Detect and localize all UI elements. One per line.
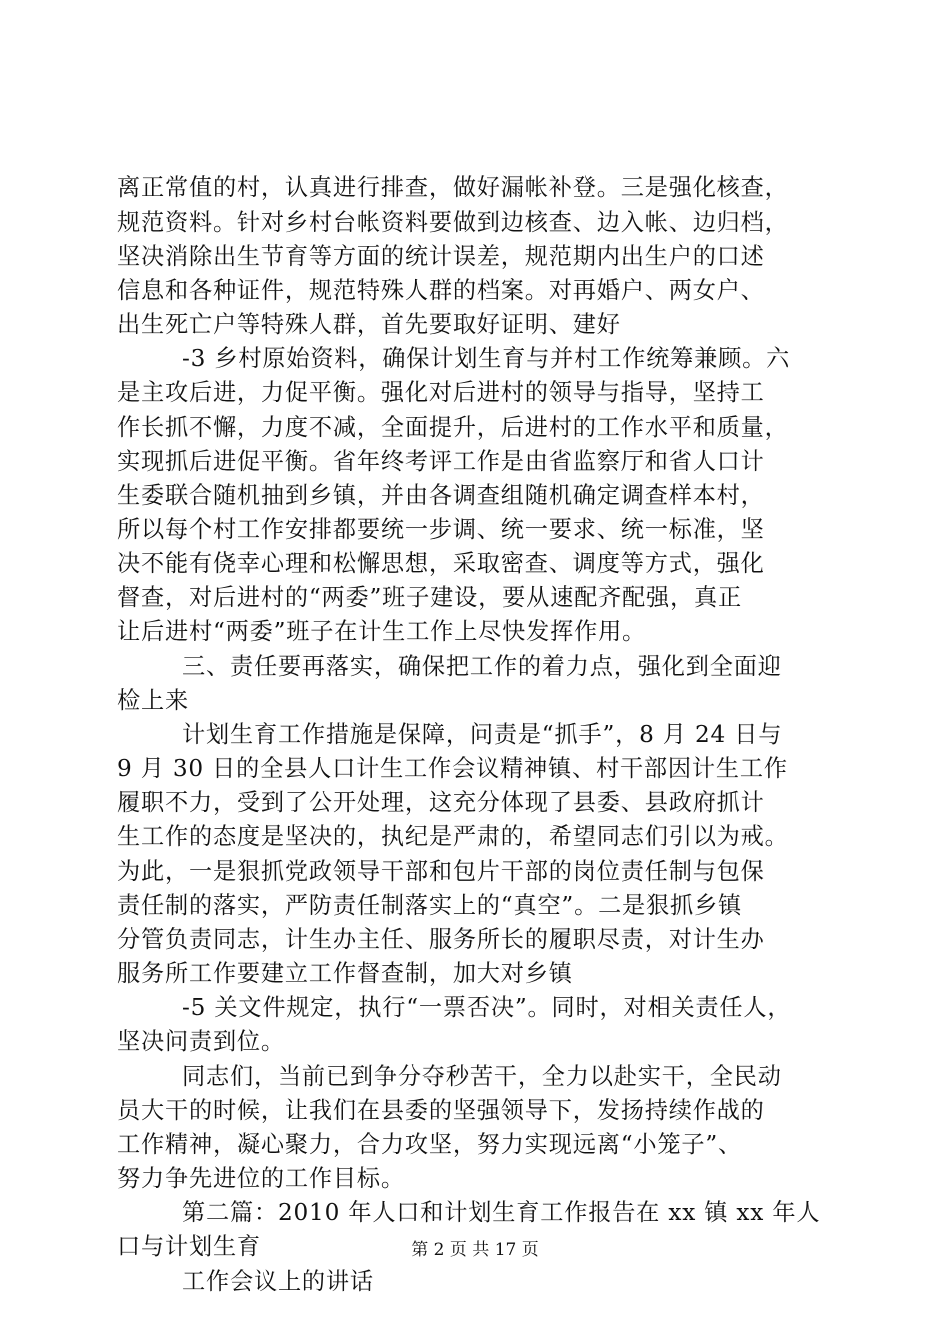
text-line: -5 关文件规定，执行“一票否决”。同时，对相关责任人， (182, 994, 792, 1021)
chapter-title-line: 口与计划生育 (117, 1233, 261, 1260)
text-line: -3 乡村原始资料，确保计划生育与并村工作统筹兼顾。六 (182, 345, 791, 372)
text-line: 工作精神，凝心聚力，合力攻坚，努力实现远离“小笼子”、 (117, 1131, 742, 1158)
text-line: 9 月 30 日的全县人口计生工作会议精神镇、村干部因计生工作 (117, 755, 788, 782)
text-line: 分管负责同志，计生办主任、服务所长的履职尽责，对计生办 (117, 926, 765, 953)
chapter-title-line: 工作会议上的讲话 (182, 1268, 374, 1295)
text-line: 离正常值的村，认真进行排查，做好漏帐补登。三是强化核查， (117, 174, 789, 201)
text-line: 规范资料。针对乡村台帐资料要做到边核查、边入帐、边归档， (117, 209, 789, 236)
text-line: 员大干的时候，让我们在县委的坚强领导下，发扬持续作战的 (117, 1097, 765, 1124)
text-line: 努力争先进位的工作目标。 (117, 1165, 405, 1192)
text-line: 信息和各种证件，规范特殊人群的档案。对再婚户、两女户、 (117, 277, 765, 304)
text-line: 责任制的落实，严防责任制落实上的“真空”。二是狠抓乡镇 (117, 892, 742, 919)
chapter-title-line: 第二篇：2010 年人口和计划生育工作报告在 xx 镇 xx 年人 (182, 1199, 821, 1226)
text-line: 坚决问责到位。 (117, 1028, 285, 1055)
text-line: 生委联合随机抽到乡镇，并由各调查组随机确定调查样本村， (117, 482, 765, 509)
text-line: 生工作的态度是坚决的，执纪是严肃的，希望同志们引以为戒。 (117, 823, 789, 850)
page-number-footer: 第 2 页 共 17 页 (411, 1240, 539, 1260)
text-line: 实现抓后进促平衡。省年终考评工作是由省监察厅和省人口计 (117, 448, 765, 475)
text-line: 决不能有侥幸心理和松懈思想，采取密查、调度等方式，强化 (117, 550, 765, 577)
text-line: 出生死亡户等特殊人群，首先要取好证明、建好 (117, 311, 621, 338)
text-line: 为此，一是狠抓党政领导干部和包片干部的岗位责任制与包保 (117, 858, 765, 885)
section-heading-line: 三、责任要再落实，确保把工作的着力点，强化到全面迎 (182, 653, 782, 680)
text-line: 坚决消除出生节育等方面的统计误差，规范期内出生户的口述 (117, 243, 765, 270)
text-line: 督查，对后进村的“两委”班子建设，要从速配齐配强，真正 (117, 584, 742, 611)
text-line: 所以每个村工作安排都要统一步调、统一要求、统一标准，坚 (117, 516, 765, 543)
text-line: 同志们，当前已到争分夺秒苦干，全力以赴实干，全民动 (182, 1063, 782, 1090)
text-line: 计划生育工作措施是保障，问责是“抓手”，8 月 24 日与 (182, 721, 783, 748)
section-heading-line: 检上来 (117, 687, 189, 714)
text-line: 是主攻后进，力促平衡。强化对后进村的领导与指导，坚持工 (117, 379, 765, 406)
text-line: 服务所工作要建立工作督查制，加大对乡镇 (117, 960, 573, 987)
text-line: 履职不力，受到了公开处理，这充分体现了县委、县政府抓计 (117, 789, 765, 816)
text-line: 作长抓不懈，力度不减，全面提升，后进村的工作水平和质量， (117, 414, 789, 441)
text-line: 让后进村“两委”班子在计生工作上尽快发挥作用。 (117, 618, 647, 645)
